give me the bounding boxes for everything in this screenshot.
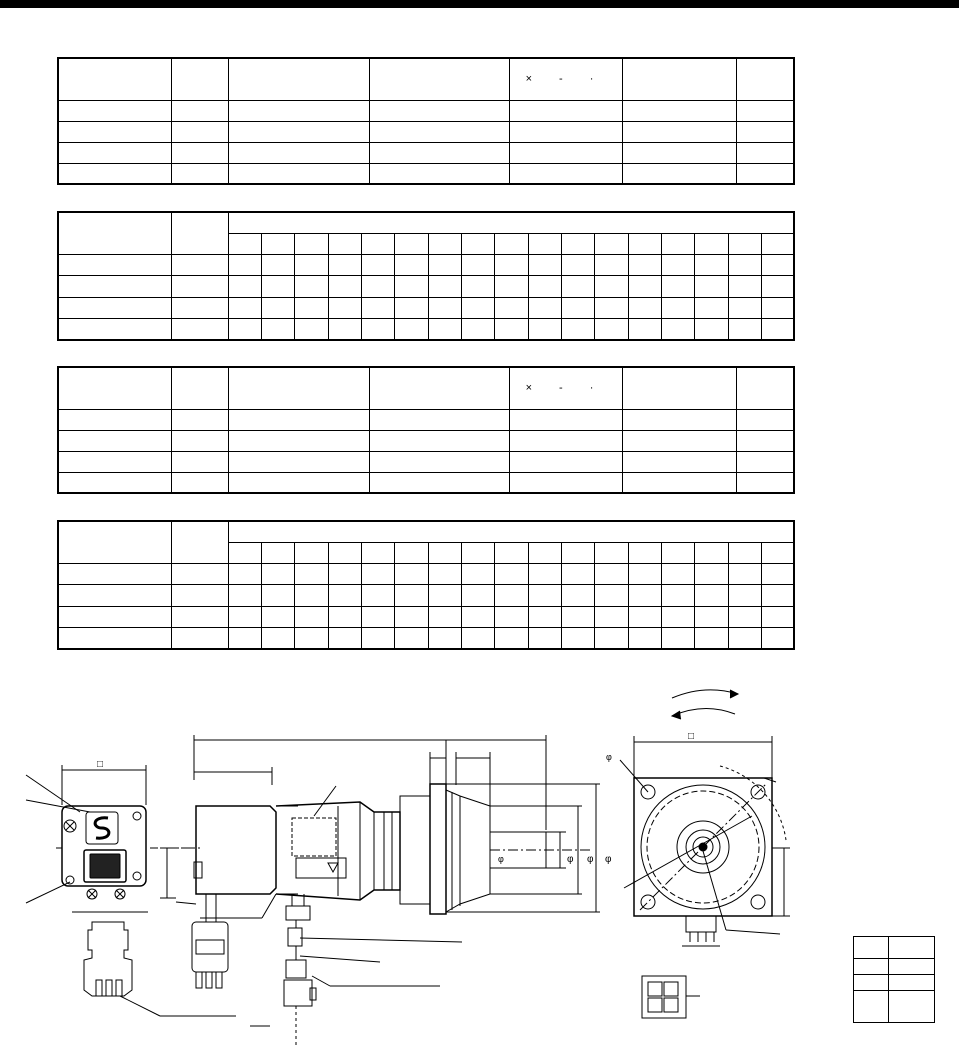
flange-end-view xyxy=(606,731,790,1018)
header-cell xyxy=(171,212,228,255)
header-cell xyxy=(228,367,369,409)
header-cell xyxy=(58,521,171,564)
header-cell xyxy=(736,367,794,409)
diameter-label: φ xyxy=(498,854,504,864)
spec-table-2 xyxy=(57,211,795,341)
header-cell xyxy=(171,521,228,564)
header-mark: × ‐ · xyxy=(525,73,606,86)
header-cell xyxy=(509,58,622,100)
header-cell xyxy=(622,58,736,100)
header-cell xyxy=(171,367,228,409)
square-symbol: □ xyxy=(688,731,695,742)
header-cell xyxy=(58,58,171,100)
spec-table-3 xyxy=(57,366,795,494)
spec-table-1 xyxy=(57,57,795,185)
header-cell xyxy=(622,367,736,409)
connector-end-view xyxy=(26,759,236,1016)
header-cell xyxy=(228,212,794,233)
diameter-label: φ xyxy=(567,854,574,865)
spec-table-4 xyxy=(57,520,795,650)
header-cell xyxy=(369,367,509,409)
motor-side-view xyxy=(170,735,612,1047)
rotation-arrows xyxy=(672,690,738,719)
diameter-label: φ xyxy=(606,752,612,762)
top-rule xyxy=(0,0,959,8)
header-cell xyxy=(171,58,228,100)
diameter-label: φ xyxy=(587,854,594,865)
header-mark: × ‐ · xyxy=(525,382,606,395)
header-cell xyxy=(509,367,622,409)
header-cell xyxy=(228,58,369,100)
diameter-label: φ xyxy=(605,854,612,865)
header-cell xyxy=(369,58,509,100)
header-cell xyxy=(228,521,794,542)
motor-outline-drawing xyxy=(0,660,959,1047)
square-symbol: □ xyxy=(97,759,104,770)
header-cell xyxy=(736,58,794,100)
header-cell xyxy=(58,212,171,255)
pin-assignment-table xyxy=(853,936,935,1023)
header-cell xyxy=(58,367,171,409)
